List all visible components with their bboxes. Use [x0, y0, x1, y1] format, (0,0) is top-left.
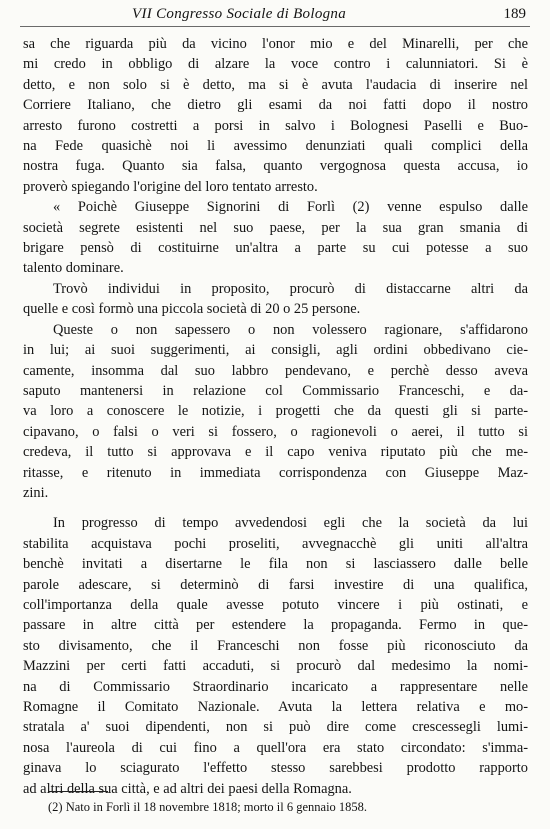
- paragraph: [23, 513, 528, 799]
- text-line: stabilita acquistava pochi proseliti, avvegnacchè gli uniti all'altra: [23, 535, 528, 552]
- text-line: Trovò individui in proposito, procurò di distaccarne altri da: [53, 280, 528, 297]
- paragraph-gap: [23, 503, 528, 513]
- text-line: detto, e non solo si è detto, ma si è avuta l'audacia di inserire nel: [23, 76, 528, 93]
- text-line: benchè invitati a disertarne le fila non si lasciassero dalle belle: [23, 556, 528, 573]
- text-line: In progresso di tempo avvedendosi egli che la società da lui: [53, 515, 528, 532]
- text-line: va loro a conoscere le notizie, i progetti che da questi gli si parte-: [23, 403, 528, 420]
- text-line: sa che riguarda più da vicino l'onor mio e del Minarelli, per che: [23, 36, 528, 52]
- text-line: saputo mantenersi in relazione col Commissario Franceschi, e da-: [23, 382, 528, 399]
- text-line: na Fede quasichè noi li avessimo denunziati quali complici della: [23, 138, 528, 155]
- page-header: [0, 4, 550, 26]
- running-head: VII Congresso Sociale di Bologna: [132, 6, 347, 22]
- text-line: Corriere Italiano, che dietro gli esami da noi fatti dopo il nostro: [23, 97, 528, 114]
- text-line: società segrete esistenti nel suo paese, per la sua gran smania di: [23, 219, 528, 236]
- text-line: Romagne il Comitato Nazionale. Avuta la lettera relativa e mo-: [23, 699, 528, 715]
- text-line: zini.: [23, 484, 49, 501]
- text-line: camente, insomma dal suo labbro pendevano, e perchè desso aveva: [23, 362, 528, 379]
- text-line: credeva, il tutto si approvava e il capo veniva riputato più che me-: [23, 444, 528, 461]
- text-line: sto divisamento, che il Franceschi non fosse più riconosciuto da: [23, 637, 528, 654]
- page-number: 189: [503, 6, 526, 22]
- text-line: stratala a' suoi dipendenti, non si può dire come crescessegli lumi-: [23, 719, 528, 736]
- footnote-rule: [48, 791, 108, 792]
- text-line: brigare pensò di costituirne un'altra a parte su cui potesse a suo: [23, 240, 528, 257]
- paragraph: [23, 320, 528, 504]
- text-line: arresto furono costretti a porsi in salvo i Bolognesi Paselli e Buo-: [23, 117, 528, 134]
- text-line: coll'importanza della quale avesse potuto vincere i più ostinati, e: [23, 596, 528, 613]
- text-line: « Poichè Giuseppe Signorini di Forlì (2) venne espulso dalle: [53, 199, 528, 216]
- footnote: (2) Nato in Forlì il 18 novembre 1818; morto il 6 gennaio 1858.: [48, 800, 368, 814]
- text-line: na di Commissario Straordinario incaricato a rappresentare nelle: [23, 678, 528, 695]
- paragraph: [23, 197, 528, 279]
- text-line: in lui; ai suoi suggerimenti, ai consigli, agli ordini obbedivano cie-: [23, 342, 528, 359]
- text-line: ritasse, e ritenuto in immediata corrispondenza con Giuseppe Maz-: [23, 464, 528, 481]
- text-line: quelle e così formò una piccola società di 20 o 25 persone.: [23, 301, 361, 318]
- text-line: Mazzini per certi fatti accaduti, si procurò dal medesimo la nomi-: [23, 658, 528, 675]
- text-line: parole adescare, si determinò di farsi investire di una qualifica,: [23, 576, 528, 593]
- text-line: ginava lo sciagurato l'effetto stesso sarebbesi prodotto rapporto: [23, 760, 528, 777]
- header-rule: [20, 26, 530, 27]
- text-line: Queste o non sapessero o non volessero ragionare, s'affidarono: [53, 321, 528, 338]
- text-line: talento dominare.: [23, 260, 124, 277]
- paragraph: [23, 279, 528, 320]
- paragraph: [23, 34, 528, 197]
- text-line: nosa l'aureola di cui fino a quell'ora era stato circondato: s'imma-: [23, 739, 528, 756]
- body-text: [23, 34, 528, 799]
- text-line: proverò spiegando l'origine del loro tentato arresto.: [23, 178, 318, 195]
- text-line: cipavano, o falsi o veri si fossero, o ragionevoli o aerei, il tutto si: [23, 423, 528, 440]
- text-line: ad altri della sua città, e ad altri dei paesi della Romagna.: [23, 780, 352, 797]
- text-line: passare in altre città per estendere la propaganda. Fermo in que-: [23, 617, 528, 634]
- text-line: mi credo in obbligo di alzare la voce contro i calunniatori. Si è: [23, 56, 528, 73]
- text-line: nostra fuga. Quanto sia falsa, quanto vergognosa questa accusa, io: [23, 158, 528, 175]
